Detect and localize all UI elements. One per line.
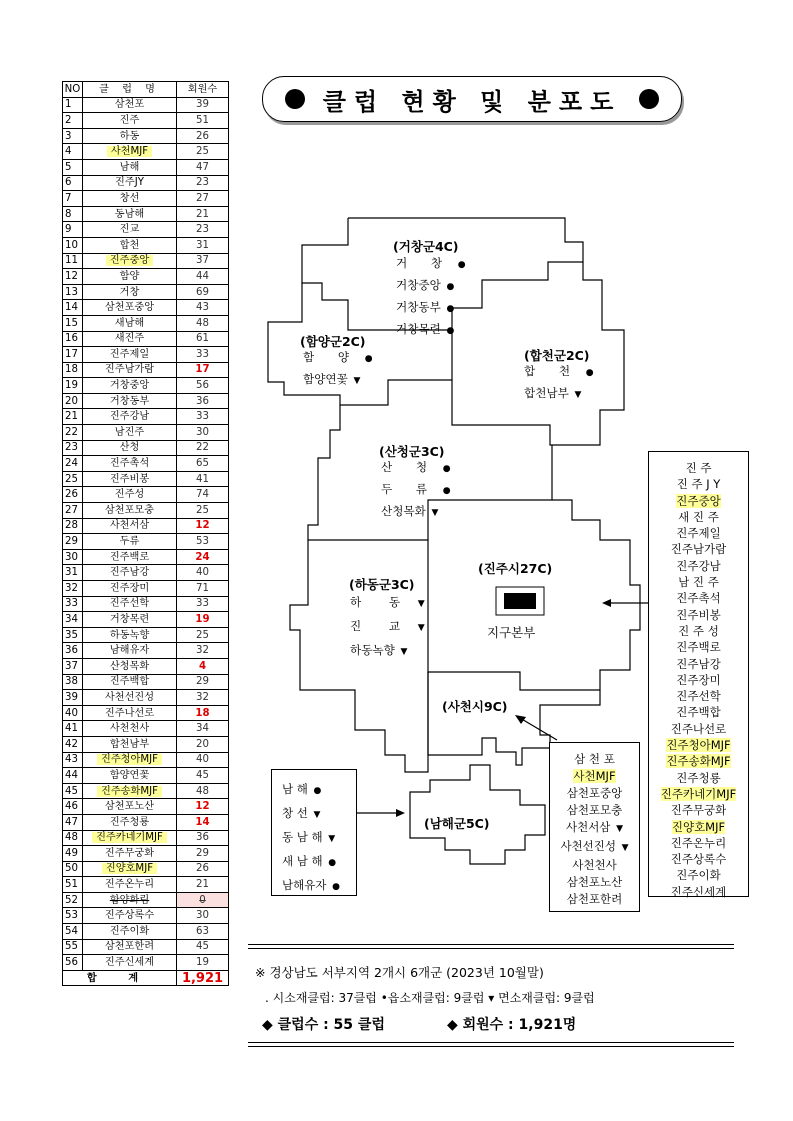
row-members: 32 [177, 643, 229, 659]
jinju-club-item: 진주카네기MJF [660, 786, 737, 801]
row-members: 21 [177, 206, 229, 222]
row-no: 14 [63, 300, 83, 316]
row-members: 20 [177, 736, 229, 752]
row-club-name: 거창동부 [83, 393, 177, 409]
namhae-club-item: 남 해 ● [282, 782, 322, 796]
geochang-club: 거창중앙 ● [396, 278, 455, 292]
row-club-name: 사천서삼 [83, 518, 177, 534]
row-members: 36 [177, 830, 229, 846]
geochang-club: 거창동부 ● [396, 300, 455, 314]
jinju-club-item: 진주백로 [676, 640, 721, 655]
row-no: 2 [63, 113, 83, 129]
row-club-name: 합천남부 [83, 736, 177, 752]
jinju-club-item: 진주송화MJF [666, 754, 731, 769]
header-members: 회원수 [177, 82, 229, 98]
jinju-club-item: 진주비봉 [676, 607, 721, 622]
row-members: 12 [177, 518, 229, 534]
row-club-name: 진주비봉 [83, 471, 177, 487]
row-club-name: 사천천사 [83, 721, 177, 737]
row-members: 32 [177, 690, 229, 706]
row-club-name: 진주남강 [83, 565, 177, 581]
row-members: 48 [177, 783, 229, 799]
row-no: 13 [63, 284, 83, 300]
row-no: 25 [63, 471, 83, 487]
row-members: 4 [177, 658, 229, 674]
row-no: 55 [63, 939, 83, 955]
row-no: 29 [63, 534, 83, 550]
row-club-name: 함양 [83, 269, 177, 285]
club-count: ◆ 클럽수 : 55 클럽 [262, 1017, 385, 1033]
sacheon-club-item: 삼 천 포 [574, 752, 615, 766]
row-club-name: 삼천포노산 [83, 799, 177, 815]
row-no: 49 [63, 846, 83, 862]
namhae-club-item: 동 남 해 ▼ [282, 830, 336, 844]
row-members: 30 [177, 425, 229, 441]
row-club-name: 남진주 [83, 425, 177, 441]
jinju-club-item: 진주신세계 [670, 884, 727, 899]
hamyang-title: (함양군2C) [300, 334, 366, 349]
row-no: 50 [63, 861, 83, 877]
footer-bottom-divider [248, 1042, 734, 1047]
page-title-text: 클럽 현황 및 분포도 [322, 87, 622, 116]
row-no: 20 [63, 393, 83, 409]
arrow-head-icon [602, 599, 611, 607]
hadong-title: (하동군3C) [349, 577, 415, 592]
row-no: 41 [63, 721, 83, 737]
header-no: NO [63, 82, 83, 98]
jinju-club-item: 진주남강 [676, 656, 721, 671]
row-no: 33 [63, 596, 83, 612]
row-club-name: 삼천포한려 [83, 939, 177, 955]
row-club-name: 진주제일 [83, 347, 177, 363]
geochang-club-list [396, 253, 466, 341]
row-members: 30 [177, 908, 229, 924]
row-club-name: 진주장미 [83, 581, 177, 597]
row-club-name: 사천선진성 [83, 690, 177, 706]
row-no: 28 [63, 518, 83, 534]
member-count: ◆ 회원수 : 1,921명 [446, 1017, 577, 1033]
jinju-club-item: 진주백합 [676, 705, 721, 720]
namhae-title: (남해군5C) [424, 816, 490, 831]
row-club-name: 진주남가람 [83, 362, 177, 378]
hapcheon-title: (합천군2C) [524, 348, 590, 363]
row-no: 19 [63, 378, 83, 394]
row-no: 35 [63, 627, 83, 643]
row-no: 22 [63, 425, 83, 441]
row-members: 31 [177, 237, 229, 253]
row-members: 26 [177, 128, 229, 144]
row-members: 53 [177, 534, 229, 550]
row-no: 9 [63, 222, 83, 238]
jinju-club-item: 진주제일 [676, 526, 721, 541]
row-club-name: 진주카네기MJF [83, 830, 177, 846]
row-club-name: 삼천포 [83, 97, 177, 113]
row-no: 32 [63, 581, 83, 597]
row-no: 18 [63, 362, 83, 378]
row-club-name: 진교 [83, 222, 177, 238]
sacheon-club-item: 사천MJF [573, 769, 616, 783]
row-no: 48 [63, 830, 83, 846]
row-no: 8 [63, 206, 83, 222]
row-no: 6 [63, 175, 83, 191]
row-no: 53 [63, 908, 83, 924]
row-no: 3 [63, 128, 83, 144]
row-members: 23 [177, 222, 229, 238]
row-no: 39 [63, 690, 83, 706]
row-members: 27 [177, 191, 229, 207]
row-club-name: 함양화림 [83, 892, 177, 908]
row-no: 43 [63, 752, 83, 768]
header-club-name: 클 럽 명 [83, 82, 177, 98]
row-members: 25 [177, 627, 229, 643]
row-no: 21 [63, 409, 83, 425]
row-members: 26 [177, 861, 229, 877]
row-no: 24 [63, 456, 83, 472]
row-club-name: 진주송화MJF [83, 783, 177, 799]
row-members: 61 [177, 331, 229, 347]
jinju-club-item: 진주청룡 [676, 770, 721, 785]
row-club-name: 진주무궁화 [83, 846, 177, 862]
sancheong-title: (산청군3C) [379, 444, 445, 459]
sacheon-club-item: 사천서삼 ▼ [565, 820, 623, 834]
row-members: 21 [177, 877, 229, 893]
row-no: 42 [63, 736, 83, 752]
row-no: 44 [63, 768, 83, 784]
row-members: 39 [177, 97, 229, 113]
sacheon-club-item: 삼천포모충 [566, 803, 623, 817]
row-club-name: 남해유자 [83, 643, 177, 659]
row-members: 37 [177, 253, 229, 269]
total-value: 1,921 [177, 970, 229, 986]
row-no: 34 [63, 612, 83, 628]
row-no: 40 [63, 705, 83, 721]
district-hq-label: 지구본부 [487, 625, 536, 640]
row-no: 54 [63, 924, 83, 940]
sacheon-arrow-line [520, 718, 557, 740]
row-members: 40 [177, 565, 229, 581]
namhae-club-item: 새 남 해 ● [282, 854, 337, 868]
sacheon-title: (사천시9C) [442, 699, 508, 714]
row-no: 7 [63, 191, 83, 207]
row-no: 15 [63, 315, 83, 331]
sacheon-club-item: 사천선진성 ▼ [560, 839, 629, 853]
row-members: 29 [177, 846, 229, 862]
row-club-name: 거창 [83, 284, 177, 300]
row-no: 16 [63, 331, 83, 347]
row-members: 24 [177, 549, 229, 565]
row-members: 19 [177, 955, 229, 971]
row-club-name: 새남해 [83, 315, 177, 331]
row-members: 12 [177, 799, 229, 815]
row-members: 19 [177, 612, 229, 628]
row-club-name: 남해 [83, 159, 177, 175]
row-club-name: 거창목련 [83, 612, 177, 628]
row-no: 45 [63, 783, 83, 799]
jinju-club-box [648, 451, 749, 897]
geochang-club: 거 창 ● [396, 256, 466, 270]
jinju-club-item: 진주장미 [676, 672, 721, 687]
footer-totals [262, 1014, 576, 1034]
row-no: 38 [63, 674, 83, 690]
jinju-title: (진주시27C) [478, 561, 553, 576]
row-no: 52 [63, 892, 83, 908]
row-club-name: 진주중앙 [83, 253, 177, 269]
jinju-club-item: 진주남가람 [670, 542, 727, 557]
row-members: 25 [177, 503, 229, 519]
jinju-club-item: 새 진 주 [678, 509, 719, 524]
row-club-name: 진주성 [83, 487, 177, 503]
jinju-club-item: 진주상록수 [670, 852, 727, 867]
jinju-club-item: 진 주 [685, 461, 712, 475]
sacheon-club-box [549, 742, 640, 912]
row-members: 69 [177, 284, 229, 300]
row-members: 29 [177, 674, 229, 690]
jinju-club-item: 진 주 J Y [676, 477, 721, 492]
row-club-name: 창선 [83, 191, 177, 207]
sancheong-club-list: 산 청 ● 두 류 ● 산청목화 ▼ [381, 460, 451, 518]
district-hq-marker-icon [504, 593, 536, 609]
row-members: 43 [177, 300, 229, 316]
row-members: 33 [177, 409, 229, 425]
sacheon-club-item: 삼천포한려 [566, 892, 623, 906]
row-club-name: 진주이화 [83, 924, 177, 940]
jinju-club-item: 진주온누리 [670, 835, 727, 850]
row-club-name: 삼천포모충 [83, 503, 177, 519]
row-members: 14 [177, 814, 229, 830]
sacheon-club-item: 삼천포노산 [566, 875, 623, 889]
row-members: 36 [177, 393, 229, 409]
row-club-name: 진주백합 [83, 674, 177, 690]
jinju-club-item: 진양호MJF [671, 819, 726, 834]
row-club-name: 진주 [83, 113, 177, 129]
row-members: 33 [177, 596, 229, 612]
row-members: 45 [177, 768, 229, 784]
hamyang-club-list: 함 양 ● 함양연꽃 ▼ [303, 350, 373, 386]
row-no: 30 [63, 549, 83, 565]
row-no: 56 [63, 955, 83, 971]
row-members: 22 [177, 440, 229, 456]
row-no: 12 [63, 269, 83, 285]
row-club-name: 진주선학 [83, 596, 177, 612]
jinju-club-item: 진주중앙 [676, 493, 721, 508]
row-club-name: 합천 [83, 237, 177, 253]
row-members: 44 [177, 269, 229, 285]
row-club-name: 삼천포중앙 [83, 300, 177, 316]
geochang-title: (거창군4C) [393, 239, 459, 254]
row-no: 27 [63, 503, 83, 519]
row-club-name: 진주온누리 [83, 877, 177, 893]
row-club-name: 함양연꽃 [83, 768, 177, 784]
row-members: 41 [177, 471, 229, 487]
row-members: 17 [177, 362, 229, 378]
row-club-name: 두류 [83, 534, 177, 550]
row-no: 17 [63, 347, 83, 363]
footer-note: ※ 경상남도 서부지역 2개시 6개군 (2023년 10월말) [255, 965, 544, 980]
row-club-name: 산청목화 [83, 658, 177, 674]
row-club-name: 진주강남 [83, 409, 177, 425]
jinju-club-item: 진주촉석 [676, 591, 721, 606]
row-club-name: 하동 [83, 128, 177, 144]
row-members: 34 [177, 721, 229, 737]
row-members: 33 [177, 347, 229, 363]
row-club-name: 사천MJF [83, 144, 177, 160]
row-members: 0 [177, 892, 229, 908]
jinju-club-item: 진주강남 [676, 558, 721, 573]
jinju-club-item: 진 주 성 [678, 623, 719, 638]
row-members: 65 [177, 456, 229, 472]
row-no: 46 [63, 799, 83, 815]
row-members: 51 [177, 113, 229, 129]
row-members: 45 [177, 939, 229, 955]
row-no: 37 [63, 658, 83, 674]
hapcheon-club-list: 합 천 ● 합천남부 ▼ [524, 364, 594, 400]
row-club-name: 진주JY [83, 175, 177, 191]
row-no: 5 [63, 159, 83, 175]
row-club-name: 진주나선로 [83, 705, 177, 721]
row-club-name: 진주청룡 [83, 814, 177, 830]
namhae-club-item: 창 선 ▼ [282, 806, 321, 820]
row-club-name: 진양호MJF [83, 861, 177, 877]
row-no: 23 [63, 440, 83, 456]
namhae-club-box [271, 769, 357, 896]
row-club-name: 진주백로 [83, 549, 177, 565]
namhae-club-item: 남해유자 ● [282, 878, 340, 892]
row-members: 71 [177, 581, 229, 597]
jinju-club-item: 남 진 주 [678, 575, 719, 590]
row-members: 74 [177, 487, 229, 503]
jinju-club-item: 진주나선로 [670, 721, 727, 736]
footer-top-divider [248, 944, 734, 949]
row-no: 51 [63, 877, 83, 893]
row-members: 23 [177, 175, 229, 191]
jinju-club-item: 진주무궁화 [670, 803, 727, 818]
arrow-head-icon [396, 809, 405, 817]
footer-club-types: . 시소재클럽: 37클럽 •읍소재클럽: 9클럽 ▾ 면소재클럽: 9클럽 [265, 991, 595, 1005]
row-club-name: 거창중앙 [83, 378, 177, 394]
sacheon-club-item: 사천천사 [572, 858, 617, 872]
row-members: 25 [177, 144, 229, 160]
row-members: 18 [177, 705, 229, 721]
row-no: 47 [63, 814, 83, 830]
jinju-club-item: 진주선학 [676, 689, 721, 704]
row-club-name: 진주촉석 [83, 456, 177, 472]
total-label: 합 계 [63, 970, 177, 986]
row-members: 48 [177, 315, 229, 331]
row-no: 1 [63, 97, 83, 113]
row-no: 36 [63, 643, 83, 659]
row-club-name: 동남해 [83, 206, 177, 222]
hadong-club-list: 하 동 ▼ 진 교 ▼ 하동녹향 ▼ [350, 595, 425, 657]
row-club-name: 하동녹향 [83, 627, 177, 643]
row-club-name: 진주신세계 [83, 955, 177, 971]
row-no: 10 [63, 237, 83, 253]
row-members: 40 [177, 752, 229, 768]
row-club-name: 새진주 [83, 331, 177, 347]
geochang-club: 거창목련 ● [396, 322, 455, 336]
row-no: 4 [63, 144, 83, 160]
arrow-head-icon [515, 715, 526, 724]
row-club-name: 진주상록수 [83, 908, 177, 924]
row-no: 31 [63, 565, 83, 581]
row-members: 63 [177, 924, 229, 940]
row-no: 11 [63, 253, 83, 269]
sacheon-club-item: 삼천포중앙 [566, 786, 623, 800]
row-club-name: 산청 [83, 440, 177, 456]
row-members: 47 [177, 159, 229, 175]
row-members: 56 [177, 378, 229, 394]
jinju-club-item: 진주이화 [676, 868, 721, 883]
row-no: 26 [63, 487, 83, 503]
jinju-club-item: 진주청아MJF [666, 738, 731, 753]
row-club-name: 진주청아MJF [83, 752, 177, 768]
